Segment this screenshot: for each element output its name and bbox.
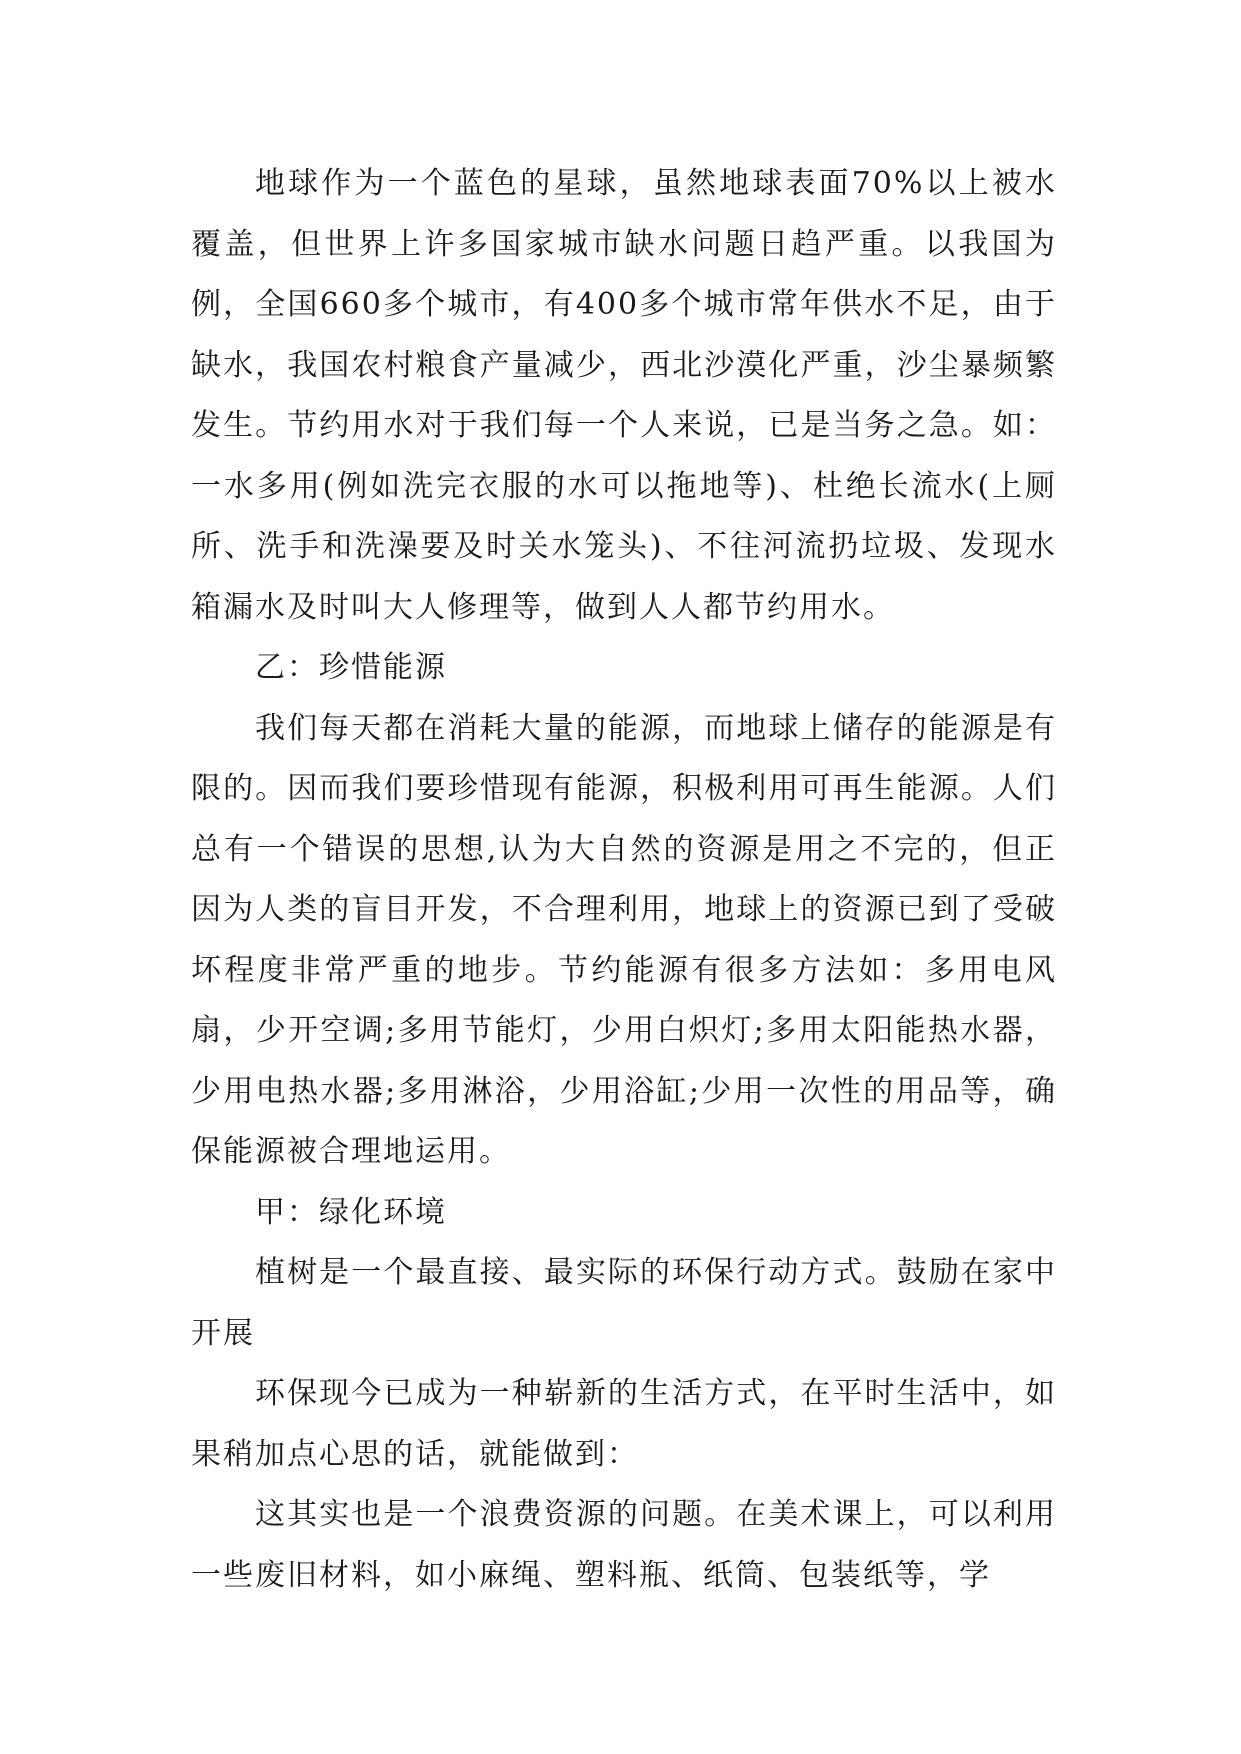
paragraph-waste-materials: 这其实也是一个浪费资源的问题。在美术课上，可以利用一些废旧材料，如小麻绳、塑料瓶、纸筒、包装纸等，学	[191, 1497, 1057, 1593]
paragraph-green-lifestyle: 环保现今已成为一种崭新的生活方式，在平时生活中，如果稍加点心思的话，就能做到：	[191, 1376, 1057, 1472]
paragraph-tree-planting: 植树是一个最直接、最实际的环保行动方式。鼓励在家中开展	[191, 1255, 1057, 1351]
section-heading-greening: 甲：绿化环境	[255, 1194, 447, 1230]
paragraph-water-saving: 地球作为一个蓝色的星球，虽然地球表面70%以上被水覆盖，但世界上许多国家城市缺水问题日趋严重。以我国为例，全国660多个城市，有400多个城市常年供水不足，由于缺水，我国农村粮食产量减少，西北沙漠化严重，沙尘暴频繁发生。节约用水对于我们每一个人来说，已是当务之急。如：一水多用(例如洗完衣服的水可以拖地等)、杜绝长流水(上厕所、洗手和洗澡要及时关水笼头)、不往河流扔垃圾、发现水箱漏水及时叫大人修理等，做到人人都节约用水。	[191, 166, 1057, 625]
section-heading-energy: 乙：珍惜能源	[255, 650, 447, 685]
paragraph-energy-saving: 我们每天都在消耗大量的能源，而地球上储存的能源是有限的。因而我们要珍惜现有能源，积极利用可再生能源。人们总有一个错误的思想,认为大自然的资源是用之不完的，但正因为人类的盲目开发，不合理利用，地球上的资源已到了受破坏程度非常严重的地步。节约能源有很多方法如：多用电风扇，少开空调;多用节能灯，少用白炽灯;多用太阳能热水器，少用电热水器;多用淋浴，少用浴缸;少用一次性的用品等，确保能源被合理地运用。	[191, 710, 1057, 1169]
document-body	[191, 154, 1057, 1606]
